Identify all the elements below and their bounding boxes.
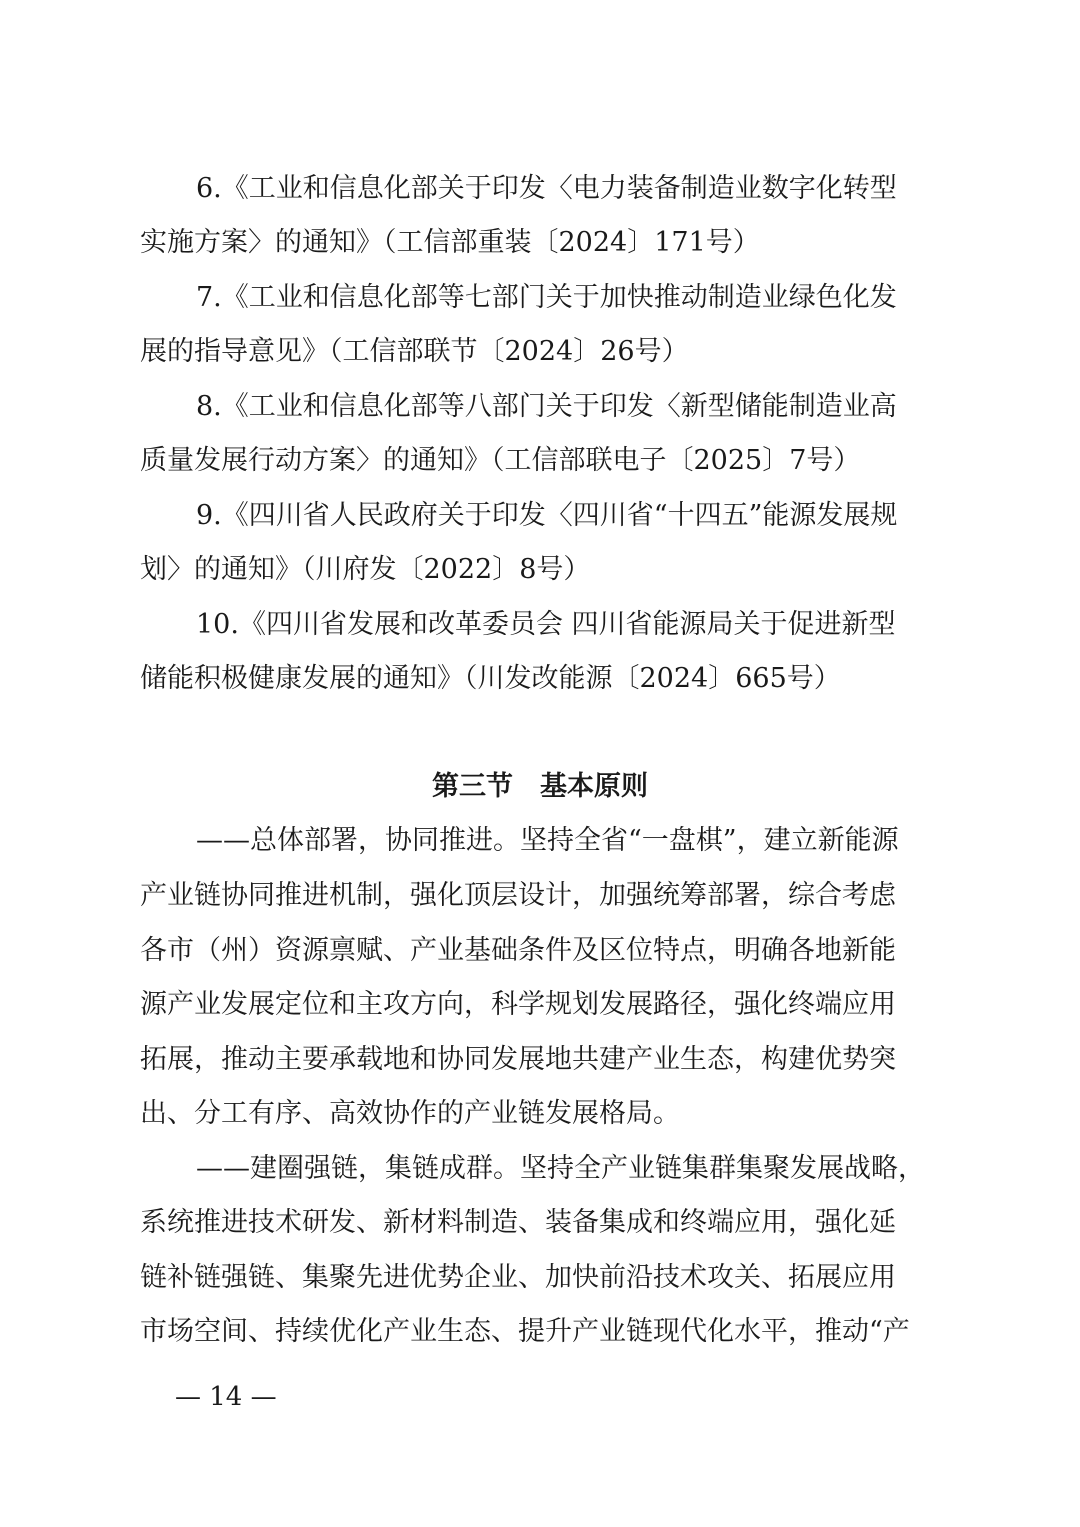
paragraph-2-line-2: 系统推进技术研发、新材料制造、装备集成和终端应用，强化延 [140, 1207, 896, 1238]
section-heading: 第三节 基本原则 [432, 771, 648, 802]
paragraph-1-line-3: 各市（州）资源禀赋、产业基础条件及区位特点，明确各地新能 [140, 935, 896, 966]
paragraph-2-line-1: ——建圈强链，集链成群。坚持全产业链集群集聚发展战略， [196, 1153, 925, 1184]
paragraph-1-line-5: 拓展，推动主要承载地和协同发展地共建产业生态，构建优势突 [140, 1044, 896, 1075]
reference-item-8-line-1: 8.《工业和信息化部等八部门关于印发〈新型储能制造业高 [196, 391, 897, 422]
paragraph-1-line-1: ——总体部署，协同推进。坚持全省“一盘棋”，建立新能源 [196, 825, 899, 856]
reference-item-10-line-1: 10.《四川省发展和改革委员会 四川省能源局关于促进新型 [196, 609, 896, 640]
reference-item-10-line-2: 储能积极健康发展的通知》（川发改能源〔2024〕665号） [140, 663, 841, 694]
reference-item-8-line-2: 质量发展行动方案〉的通知》（工信部联电子〔2025〕7号） [140, 445, 861, 476]
paragraph-1-line-6: 出、分工有序、高效协作的产业链发展格局。 [140, 1098, 680, 1129]
reference-item-9-line-2: 划〉的通知》（川府发〔2022〕8号） [140, 554, 591, 585]
reference-item-7-line-2: 展的指导意见》（工信部联节〔2024〕26号） [140, 336, 689, 367]
paragraph-2-line-4: 市场空间、持续优化产业生态、提升产业链现代化水平，推动“产 [140, 1316, 910, 1347]
reference-item-6-line-2: 实施方案〉的通知》（工信部重装〔2024〕171号） [140, 227, 760, 258]
reference-item-9-line-1: 9.《四川省人民政府关于印发〈四川省“十四五”能源发展规 [196, 500, 898, 531]
paragraph-1-line-4: 源产业发展定位和主攻方向，科学规划发展路径，强化终端应用 [140, 989, 896, 1020]
reference-item-6-line-1: 6.《工业和信息化部关于印发〈电力装备制造业数字化转型 [196, 173, 897, 204]
page-number: — 14 — [175, 1382, 277, 1412]
paragraph-2-line-3: 链补链强链、集聚先进优势企业、加快前沿技术攻关、拓展应用 [140, 1262, 896, 1293]
reference-item-7-line-1: 7.《工业和信息化部等七部门关于加快推动制造业绿色化发 [196, 282, 897, 313]
paragraph-1-line-2: 产业链协同推进机制，强化顶层设计，加强统筹部署，综合考虑 [140, 880, 896, 911]
